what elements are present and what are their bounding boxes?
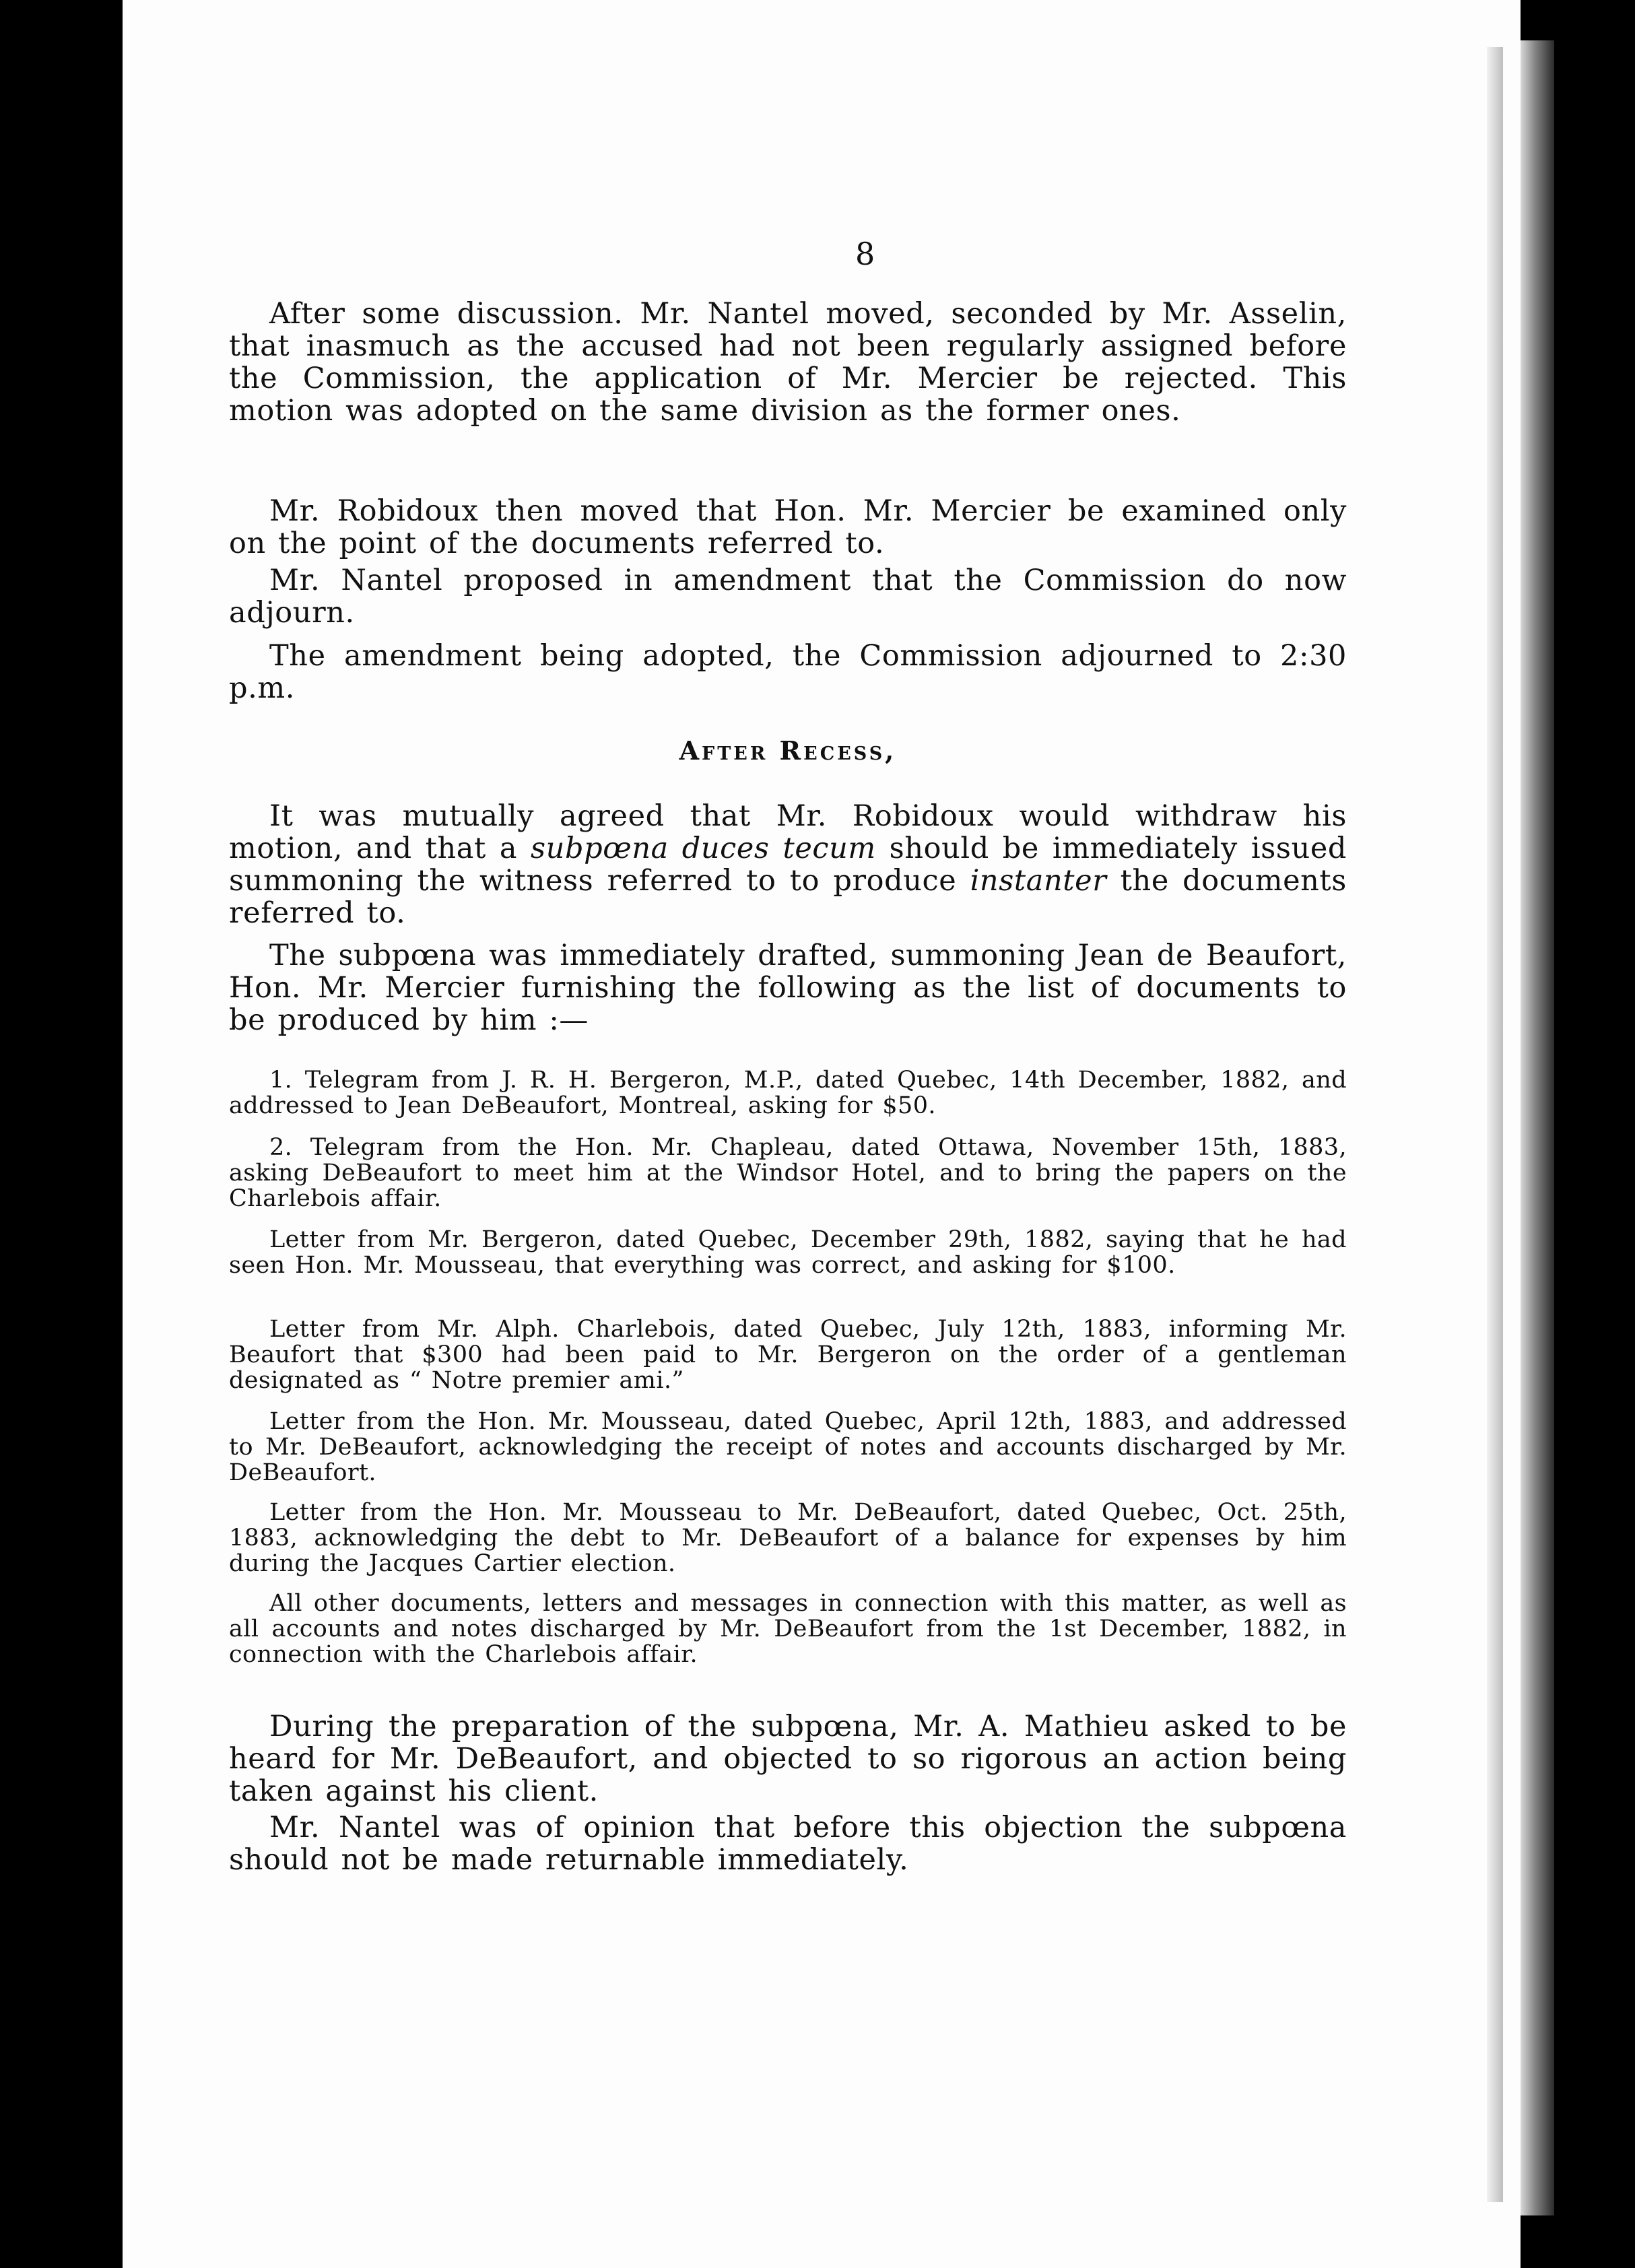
list-item: 1. Telegram from J. R. H. Bergeron, M.P., dated Quebec, 14th December, 1882, and addressed to Jean DeBeaufort, Montreal, asking for $50. (229, 1067, 1347, 1119)
paragraph-adjournment: The amendment being adopted, the Commission adjourned to 2:30 p.m. (229, 639, 1347, 705)
list-item: Letter from the Hon. Mr. Mousseau, dated Quebec, April 12th, 1883, and addressed to Mr. DeBeaufort, acknowledging the receipt of notes and accounts discharged by Mr. DeBeaufort. (229, 1408, 1347, 1486)
paragraph-mathieu-objection: During the preparation of the subpœna, Mr. A. Mathieu asked to be heard for Mr. DeBeaufort, and objected to so rigorous an action being taken against his client. (229, 1710, 1347, 1808)
paragraph-subpoena-drafted: The subpœna was immediately drafted, summoning Jean de Beaufort, Hon. Mr. Mercier furnishing the following as the list of documents to be produced by him :— (229, 939, 1347, 1037)
paragraph-agreement (229, 800, 1347, 929)
paragraph-nantel-opinion: Mr. Nantel was of opinion that before this objection the subpœna should not be made returnable immediately. (229, 1811, 1347, 1877)
paragraph-robidoux-motion: Mr. Robidoux then moved that Hon. Mr. Mercier be examined only on the point of the documents referred to. (229, 494, 1347, 560)
list-item: Letter from the Hon. Mr. Mousseau to Mr. DeBeaufort, dated Quebec, Oct. 25th, 1883, acknowledging the debt to Mr. DeBeaufort of a balance for expenses by him during the Jacques Cartier election. (229, 1499, 1347, 1577)
list-item: 2. Telegram from the Hon. Mr. Chapleau, dated Ottawa, November 15th, 1883, asking DeBeaufort to meet him at the Windsor Hotel, and to bring the papers on the Charlebois affair. (229, 1134, 1347, 1212)
list-item: All other documents, letters and messages in connection with this matter, as well as all accounts and notes discharged by Mr. DeBeaufort from the 1st December, 1882, in connection with the Charlebois affair. (229, 1590, 1347, 1668)
page-number: 8 (855, 236, 875, 272)
paragraph-discussion: After some discussion. Mr. Nantel moved, seconded by Mr. Asselin, that inasmuch as the accused had not been regularly assigned before the Commission, the application of Mr. Mercier be rejected. This motion was adopted on the same division as the former ones. (229, 297, 1347, 428)
page-edge-shadow (1487, 47, 1503, 2202)
section-heading: After Recess, (679, 735, 897, 766)
agreement-text-2: should be immediately issued summoning the witness referred to to produce (229, 832, 1347, 898)
agreement-text-1: It was mutually agreed that Mr. Robidoux would withdraw his motion, and that a (229, 799, 1347, 865)
next-page-edge (1521, 40, 1554, 2215)
paragraph-nantel-amendment: Mr. Nantel proposed in amendment that the Commission do now adjourn. (229, 564, 1347, 630)
agreement-italic-instanter: instanter (970, 864, 1107, 898)
list-item: Letter from Mr. Alph. Charlebois, dated Quebec, July 12th, 1883, informing Mr. Beaufort that $300 had been paid to Mr. Bergeron on the order of a gentleman designated as “ Notre premier ami.” (229, 1316, 1347, 1394)
agreement-text-3: the documents referred to. (229, 864, 1347, 930)
agreement-italic-duces-tecum: subpœna duces tecum (530, 832, 876, 865)
list-item: Letter from Mr. Bergeron, dated Quebec, December 29th, 1882, saying that he had seen Hon. Mr. Mousseau, that everything was correct, and asking for $100. (229, 1226, 1347, 1279)
left-gutter (0, 0, 123, 2268)
